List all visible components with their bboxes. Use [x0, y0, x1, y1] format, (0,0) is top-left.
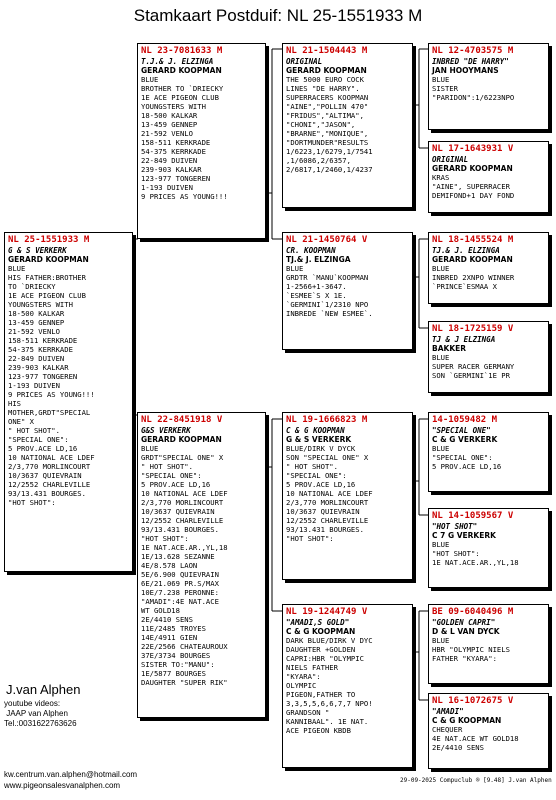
pigeon-card-fmf — [428, 232, 549, 304]
pigeon-details: BLUE SUPER RACER GERMANY SON `GERMINI`1E PR — [432, 353, 515, 380]
pigeon-name: TJ & J ELZINGA — [432, 335, 496, 344]
ring-number: NL 18-1455524 M — [432, 235, 514, 245]
pigeon-details: BLUE GRDT"SPECIAL ONE" X " HOT SHOT". "SPECIAL ONE": 5 PROV.ACE LD,16 10 NATIONAL ACE LDEF 2/3,770 MORLINCOURT 10/3637 QUIEVRAIN 12/2552 CHARLEVILLE 93/13.431 BOURGES. "HOT SHOT": 1E NAT.ACE.AR.,YL,18 1E/13.628 SEZANNE 4E/8.578 LAON 5E/6.900 QUIEVRAIN 6E/21.069 PR.S/MAX 10E/7.238 PERONNE: "AMADI":4E NAT.ACE WT GOLD18 2E/4410 SENS 11E/2485 TROYES 14E/4911 GIEN 22E/2566 CHATEAUROUX 37E/3734 BOURGES SISTER TO:"MANU": 1E/5877 BOURGES DAUGHTER "SUPER RIK" — [141, 444, 228, 687]
pigeon-card-father-father — [282, 43, 413, 208]
owner: GERARD KOOPMAN — [432, 164, 513, 173]
pigeon-details: DARK BLUE/DIRK V DYC DAUGHTER +GOLDEN CAPRI:HBR "OLYMPIC NIELS FATHER "KYARA": OLYMPIC PIGEON,FATHER TO 3,3,5,5,6,6,7,7 NPO! GRANDSON " KANNIBAAL". 1E NAT. ACE PIGEON KBDB — [286, 636, 373, 735]
owner: GERARD KOOPMAN — [8, 255, 89, 264]
owner: C & G VERKERK — [432, 435, 498, 444]
ring-number: NL 21-1504443 M — [286, 46, 368, 56]
ring-number: NL 19-1666823 M — [286, 415, 368, 425]
pigeon-card-father-mother — [282, 232, 413, 350]
ring-number: NL 12-4703575 M — [432, 46, 514, 56]
pigeon-name: C & G KOOPMAN — [286, 426, 345, 435]
ring-number: NL 19-1244749 V — [286, 607, 368, 617]
breeder-name: J.van Alphen — [6, 682, 81, 697]
ring-number: NL 22-8451918 V — [141, 415, 223, 425]
ring-number: BE 09-6040496 M — [432, 607, 514, 617]
pigeon-details: BLUE HIS FATHER:BROTHER TO `DRIECKY 1E ACE PIGEON CLUB YOUNGSTERS WITH 18-500 KALKAR 13-459 GENNEP 21-592 VENLO 158-511 KERKRADE 54-375 KERRKADE 22-849 DUIVEN 239-903 KALKAR 123-977 TONGEREN 1-193 DUIVEN 9 PRICES AS YOUNG!!! HIS MOTHER,GRDT"SPECIAL ONE" X " HOT SHOT". "SPECIAL ONE": 5 PROV.ACE LD,16 10 NATIONAL ACE LDEF 2/3,770 MORLINCOURT 10/3637 QUIEVRAIN 12/2552 CHARLEVILLE 93/13.431 BOURGES. "HOT SHOT": — [8, 264, 95, 507]
pigeon-card-father — [137, 43, 266, 239]
owner: C & G KOOPMAN — [432, 716, 502, 725]
pigeon-name: G & S VERKERK — [8, 246, 67, 255]
pigeon-card-subject — [4, 232, 133, 572]
pigeon-details: BLUE SISTER "PARIDON":1/6223NPO — [432, 75, 515, 102]
pigeon-details: BLUE/DIRK V DYCK SON "SPECIAL ONE" X " HOT SHOT". "SPECIAL ONE": 5 PROV.ACE LD,16 10 NATIONAL ACE LDEF 2/3,770 MORLINCOURT 10/3637 QUIEVRAIN 12/2552 CHARLEVILLE 93/13.431 BOURGES. "HOT SHOT": — [286, 444, 373, 543]
owner: GERARD KOOPMAN — [432, 255, 513, 264]
owner: D & L VAN DYCK — [432, 627, 500, 636]
pigeon-name: "AMADI" — [432, 707, 464, 716]
owner: GERARD KOOPMAN — [286, 66, 367, 75]
pigeon-name: G&S VERKERK — [141, 426, 191, 435]
page-title: Stamkaart Postduif: NL 25-1551933 M — [133, 6, 423, 25]
pigeon-details: BLUE BROTHER TO `DRIECKY 1E ACE PIGEON CLUB YOUNGSTERS WITH 18-500 KALKAR 13-459 GENNEP 21-592 VENLO 158-511 KERKRADE 54-375 KERRKADE 22-849 DUIVEN 239-903 KALKAR 123-977 TONGEREN 1-193 DUIVEN 9 PRICES AS YOUNG!!! — [141, 75, 228, 201]
pigeon-details: CHEQUER 4E NAT.ACE WT GOLD18 2E/4410 SENS — [432, 725, 519, 752]
pigeon-card-mother-father — [282, 412, 413, 580]
pigeon-card-fff — [428, 43, 549, 130]
pigeon-details: BLUE "HOT SHOT": 1E NAT.ACE.AR.,YL,18 — [432, 540, 519, 567]
ring-number: NL 17-1643931 V — [432, 144, 514, 154]
pigeon-details: KRAS "AINE", SUPERRACER DEMIFOND+1 DAY FOND — [432, 173, 515, 200]
print-stamp: 29-09-2025 Compuclub ® [9.48] J.van Alphen — [400, 777, 552, 784]
owner: GERARD KOOPMAN — [141, 435, 222, 444]
ring-number: NL 18-1725159 V — [432, 324, 514, 334]
pigeon-name: ORIGINAL — [432, 155, 469, 164]
owner: BAKKER — [432, 344, 467, 353]
ring-number: NL 25-1551933 M — [8, 235, 90, 245]
ring-number: 14-1059482 M — [432, 415, 498, 425]
website-address: www.pigeonsalesvanalphen.com — [4, 781, 121, 790]
owner: C 7 G VERKERK — [432, 531, 496, 540]
owner: GERARD KOOPMAN — [141, 66, 222, 75]
ring-number: NL 23-7081633 M — [141, 46, 223, 56]
owner: G & S VERKERK — [286, 435, 352, 444]
owner: JAN HOOYMANS — [432, 66, 499, 75]
pigeon-card-mfm — [428, 508, 549, 588]
pigeon-card-mff — [428, 412, 549, 492]
owner: C & G KOOPMAN — [286, 627, 356, 636]
pigeon-details: BLUE INBRED 2XNPO WINNER `PRINCE`ESMAA X — [432, 264, 515, 291]
pigeon-name: "HOT SHOT" — [432, 522, 478, 531]
owner: TJ.& J. ELZINGA — [286, 255, 351, 264]
ring-number: NL 16-1072675 V — [432, 696, 514, 706]
pigeon-card-mother-mother — [282, 604, 413, 768]
breeder-contact: youtube videos: JAAP van Alphen Tel.:0031622763626 — [4, 699, 77, 728]
ring-number: NL 14-1059567 V — [432, 511, 514, 521]
pigeon-name: "AMADI,S GOLD" — [286, 618, 350, 627]
pigeon-card-mother — [137, 412, 266, 718]
pigeon-name: ORIGINAL — [286, 57, 323, 66]
email-address: kw.centrum.van.alphen@hotmail.com — [4, 770, 138, 779]
pigeon-name: "GOLDEN CAPRI" — [432, 618, 496, 627]
pigeon-name: T.J.& J. ELZINGA — [141, 57, 214, 66]
pigeon-card-mmm — [428, 693, 549, 769]
pigeon-details: BLUE HBR "OLYMPIC NIELS FATHER "KYARA": — [432, 636, 510, 663]
pigeon-details: THE 5000 EURO COCK LINES "DE HARRY". SUPERRACERS KOOPMAN "AINE","POLLIN 470" "FRIDUS","ALTIMA", "CHONI","JASON", "BRARNE","MONIQUE", "DORTMUNDER"RESULTS 1/6223,1/6279,1/7541 ,1/6086,2/6357, 2/6817,1/2460,1/4237 — [286, 75, 373, 174]
pigeon-card-ffm — [428, 141, 549, 213]
ring-number: NL 21-1450764 V — [286, 235, 368, 245]
pigeon-name: TJ.& J. ELZINGA — [432, 246, 500, 255]
pigeon-name: CR. KOOPMAN — [286, 246, 336, 255]
pigeon-details: BLUE GRDTR `MANU`KOOPMAN 1-2566+1-3647. `ESMEE`S X 1E. `GERMINI`1/2310 NPO INBREDE `NEW ESMEE`. — [286, 264, 373, 318]
pigeon-card-mmf — [428, 604, 549, 684]
pigeon-card-fmm — [428, 321, 549, 393]
pigeon-name: "SPECIAL ONE" — [432, 426, 491, 435]
pigeon-details: BLUE "SPECIAL ONE": 5 PROV.ACE LD,16 — [432, 444, 502, 471]
pigeon-name: INBRED "DE HARRY" — [432, 57, 509, 66]
